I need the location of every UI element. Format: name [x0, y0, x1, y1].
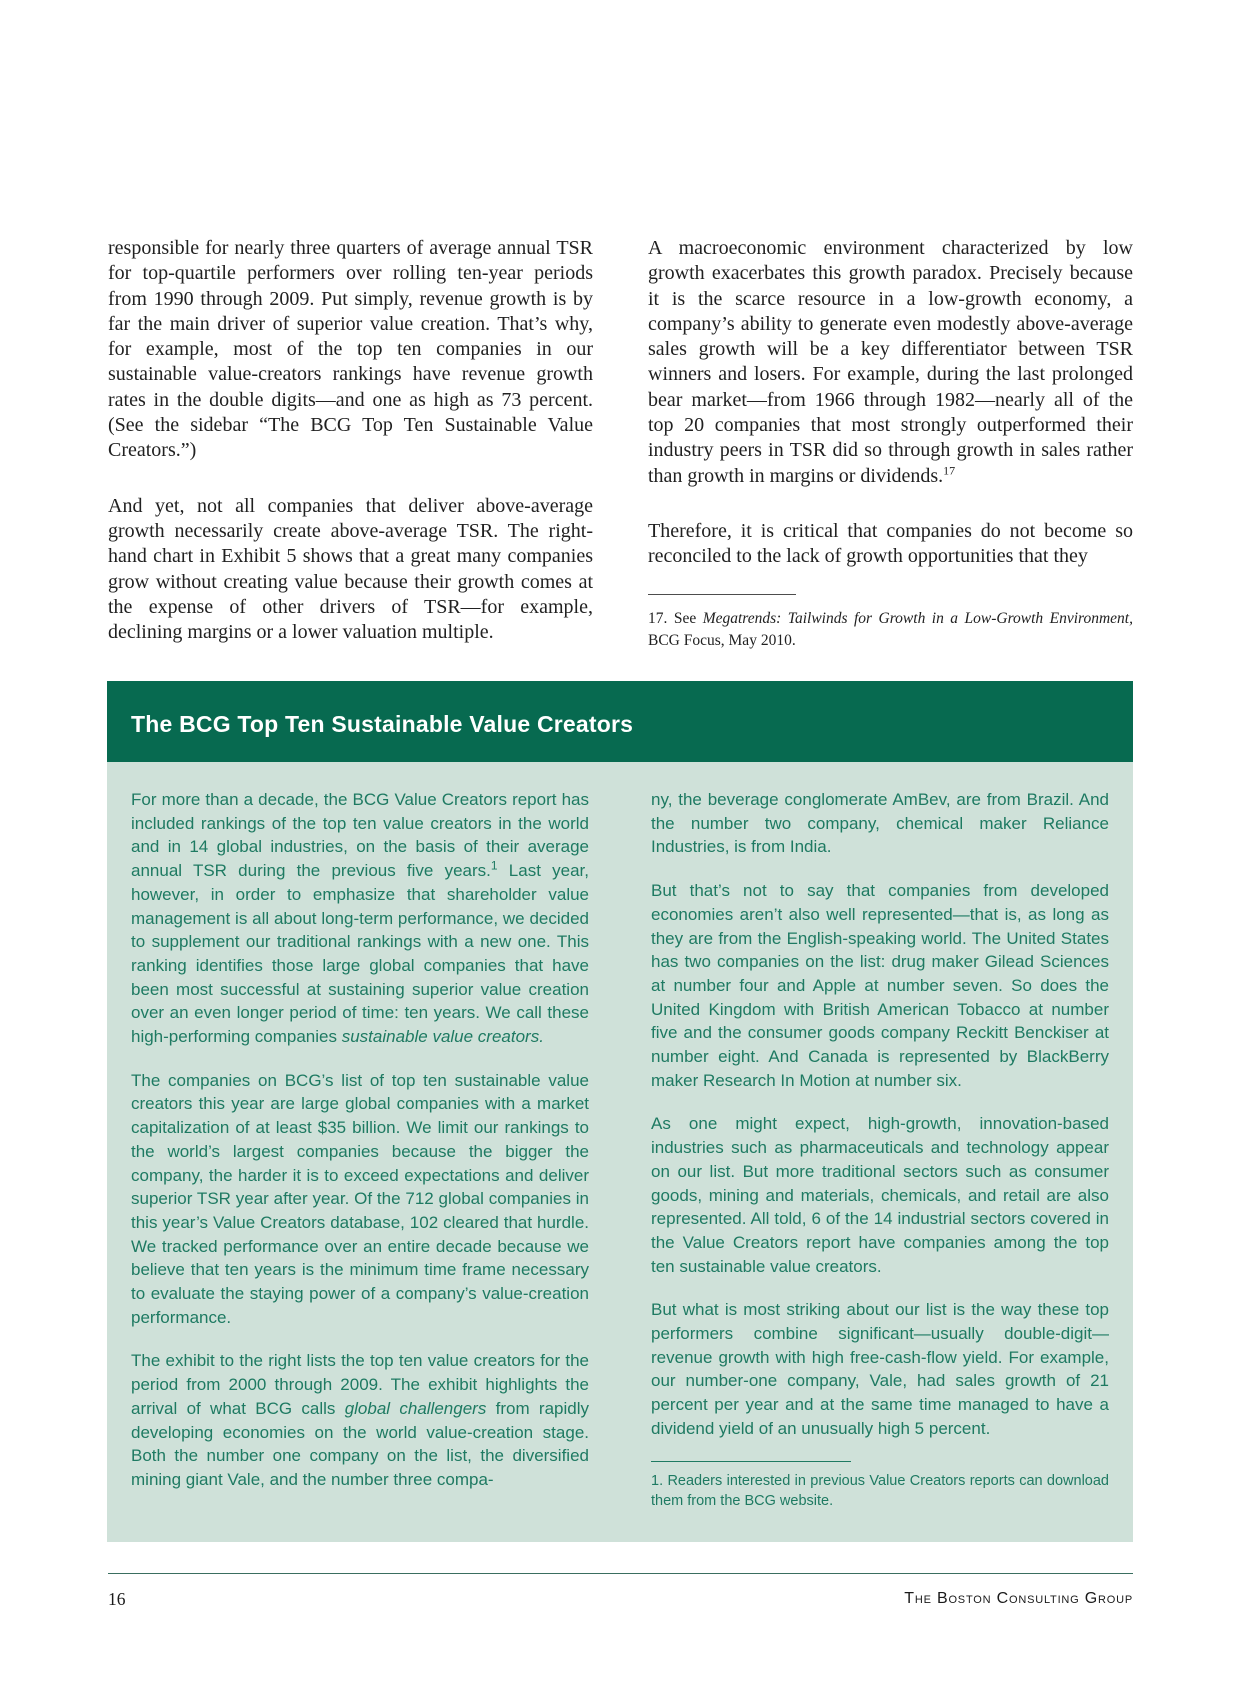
body-column-left	[108, 236, 593, 653]
footnote-segment: BCG Focus, May 2010.	[648, 632, 796, 650]
paragraph-segment: For more than a decade, the BCG Value Creators report has included rankings of the top ten value creators in the world and in 14 global industries, on the basis of their average annual TSR during the previous five years.	[131, 790, 589, 881]
sidebar-paragraph: As one might expect, high-growth, innovation-based industries such as pharmaceuticals and technology appear on our list. But more traditional sectors such as consumer goods, mining and materials, chemicals, and retail are also represented. All told, 6 of the 14 industrial sectors covered in the Value Creators report have companies among the top ten sustainable value creators.	[651, 1114, 1109, 1276]
sidebar-column-right	[651, 788, 1109, 1512]
page-number: 16	[108, 1589, 126, 1609]
sidebar-body	[107, 762, 1133, 1542]
body-paragraph: And yet, not all companies that deliver above-average growth necessarily create above-average TSR. The right-hand chart in Exhibit 5 shows that a great many companies grow without creating value because their growth comes at the expense of other drivers of TSR—for example, declining margins or a lower valuation multiple.	[108, 494, 593, 644]
body-column-right	[648, 236, 1133, 653]
sidebar-paragraph: But what is most striking about our list is the way these top performers combine significant—usually double-digit—revenue growth with high free-cash-flow yield. For example, our number-one company, Vale, had sales growth of 21 percent per year and at the same time managed to have a dividend yield of an unusually high 5 percent.	[651, 1300, 1109, 1438]
paragraph-segment: Last year, however, in order to emphasize that shareholder value management is all about long-term performance, we decided to supplement our traditional rankings with a new one. This ranking identifies those large global companies that have been most successful at sustaining superior value creation over an even longer period of time: ten years. We call these high-performing companies	[131, 861, 590, 1047]
footnote-reference-17: 17	[943, 463, 956, 478]
paragraph-segment: A macroeconomic environment characterized by low growth exacerbates this growth paradox. Precisely because it is the scarce resource in a low-growth economy, a company’s ability to generate even modestly above-average sales growth will be a key differentiator between TSR winners and losers. For example, during the last prolonged bear market—from 1966 through 1982—nearly all of the top 20 companies that most strongly outperformed their industry peers in TSR did so through growth in sales rather than growth in margins or dividends.	[648, 237, 1133, 487]
sidebar-paragraph: The companies on BCG’s list of top ten sustainable value creators this year are large global companies with a market capitalization of at least $35 billion. We limit our rankings to the world’s largest companies because the bigger the company, the harder it is to exceed expectations and deliver superior TSR year after year. Of the 712 global companies in this year’s Value Creators database, 102 cleared that hurdle. We tracked performance over an entire decade because we believe that ten years is the minimum time frame necessary to evaluate the staying power of a company’s value-creation performance.	[131, 1070, 589, 1327]
paragraph-segment: The exhibit to the right lists the top ten value creators for the period from 2000 through 2009. The exhibit highlights the arrival of what BCG calls	[131, 1351, 589, 1418]
body-paragraph: responsible for nearly three quarters of average annual TSR for top-quartile performers over rolling ten-year periods from 1990 through 2009. Put simply, revenue growth is by far the main driver of superior value creation. That’s why, for example, most of the top ten companies in our sustainable value-creators rankings have revenue growth rates in the double digits—and one as high as 73 percent. (See the sidebar “The BCG Top Ten Sustainable Value Creators.”)	[108, 237, 593, 462]
footnote-divider	[648, 594, 796, 595]
paragraph-segment: from rapidly developing economies on the world value-creation stage. Both the number one company on the list, the diversified mining giant Vale, and the number three compa-	[131, 1398, 589, 1489]
sidebar-column-left	[131, 788, 589, 1512]
sidebar-footnote-divider	[651, 1461, 851, 1462]
footnote-reference-1: 1	[490, 858, 498, 873]
body-paragraph	[648, 236, 1133, 489]
footnote-title-italic: Megatrends: Tailwinds for Growth in a Low-Growth Environment,	[702, 609, 1133, 627]
sidebar-title: The BCG Top Ten Sustainable Value Creators	[131, 711, 634, 737]
body-text-columns	[108, 236, 1133, 653]
sidebar-paragraph	[131, 788, 589, 1049]
footer-rule	[108, 1573, 1133, 1574]
sidebar-title-bar	[107, 681, 1133, 762]
footnote-segment: 17. See	[648, 609, 703, 627]
sidebar-paragraph	[131, 1349, 589, 1491]
sidebar-paragraph: ny, the beverage conglomerate AmBev, are from Brazil. And the number two company, chemical maker Reliance Industries, is from India.	[651, 790, 1109, 857]
sidebar-footnote-text: 1. Readers interested in previous Value Creators reports can download them from the BCG website.	[651, 1472, 1109, 1510]
sidebar-paragraph: But that’s not to say that companies from developed economies aren’t also well represented—that is, as long as they are from the English-speaking world. The United States has two companies on the list: drug maker Gilead Sciences at number four and Apple at number seven. So does the United Kingdom with British American Tobacco at number five and the consumer goods company Reckitt Benckiser at number eight. And Canada is represented by BlackBerry maker Research In Motion at number six.	[651, 881, 1109, 1090]
body-paragraph: Therefore, it is critical that companies do not become so reconciled to the lack of growth opportunities that they	[648, 519, 1133, 568]
sidebar-box	[107, 681, 1133, 1542]
paragraph-segment-italic: global challengers	[344, 1398, 487, 1418]
brand-name: The Boston Consulting Group	[904, 1590, 1133, 1607]
sidebar-footnote-block	[651, 1461, 1109, 1512]
paragraph-segment-italic: sustainable value creators.	[341, 1027, 544, 1047]
footnote-block	[648, 594, 1133, 653]
footnote-text	[648, 608, 1133, 653]
